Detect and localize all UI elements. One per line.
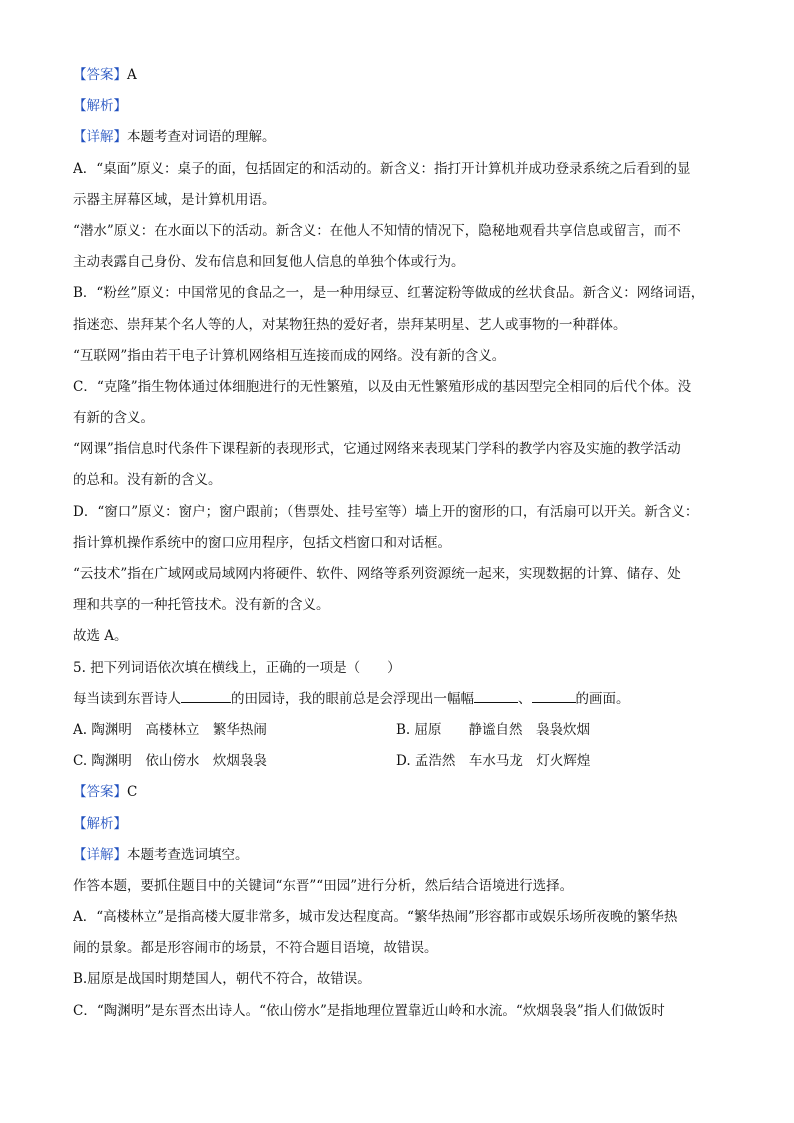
explanation-line: “云技术”指在广域网或局域网内将硬件、软件、网络等系列资源统一起来，实现数据的计算、储存、处 — [73, 566, 681, 582]
detail-tag: 【详解】 — [73, 129, 127, 146]
option-c: C. 陶渊明 依山傍水 炊烟袅袅 — [73, 753, 267, 770]
answer-value: C — [127, 784, 138, 801]
explanation-line: 理和共享的一种托管技术。没有新的含义。 — [73, 597, 330, 614]
explanation-line: C．“陶渊明”是东晋杰出诗人。“依山傍水”是指地理位置靠近山岭和水流。“炊烟袅袅”指人们做饭时 — [73, 1002, 665, 1019]
explanation-line: “潜水”原义：在水面以下的活动。新含义：在他人不知情的情况下，隐秘地观看共享信息或留言，而不 — [73, 222, 681, 239]
explanation-line: C．“克隆”指生物体通过体细胞进行的无性繁殖，以及由无性繁殖形成的基因型完全相同的后代个体。没 — [73, 378, 692, 395]
answer-tag: 【答案】 — [73, 67, 127, 83]
explanation-line: 作答本题，要抓住题目中的关键词“东晋”“田园”进行分析，然后结合语境进行选择。 — [73, 877, 574, 894]
answer-line — [73, 777, 742, 808]
analysis-tag: 【解析】 — [73, 815, 127, 832]
detail-tag: 【详解】 — [73, 846, 127, 863]
answer-tag: 【答案】 — [73, 784, 127, 801]
answer-value: A — [127, 67, 137, 83]
sentence-part: 每当读到东晋诗人 — [73, 690, 181, 707]
sentence-part: 的画面。 — [575, 690, 630, 707]
explanation-line: 有新的含义。 — [73, 410, 154, 427]
sentence-part: 、 — [518, 690, 532, 707]
options-row — [73, 715, 742, 746]
explanation-line: A．“高楼林立”是指高楼大厦非常多，城市发达程度高。“繁华热闹”形容都市或娱乐场所夜晚的繁华热 — [73, 909, 678, 926]
explanation-line: 指迷恋、崇拜某个名人等的人，对某物狂热的爱好者，崇拜某明星、艺人或事物的一种群体。 — [73, 316, 627, 333]
analysis-line — [73, 809, 742, 840]
fill-blank — [532, 686, 576, 703]
explanation-line: D．“窗口”原义：窗户；窗户跟前；（售票处、挂号室等）墙上开的窗形的口，有活扇可以开关。新含义： — [73, 503, 699, 520]
detail-intro: 本题考查选词填空。 — [127, 846, 249, 863]
question-sentence — [73, 684, 742, 715]
question-stem: 5. 把下列词语依次填在横线上，正确的一项是（ ） — [73, 659, 401, 676]
explanation-line: B．“粉丝”原义：中国常见的食品之一，是一种用绿豆、红薯淀粉等做成的丝状食品。新含义：网络词语， — [73, 285, 705, 302]
sentence-part: 的田园诗，我的眼前总是会浮现出一幅幅 — [231, 690, 474, 707]
explanation-line: 闹的景象。都是形容闹市的场景，不符合题目语境，故错误。 — [73, 940, 438, 957]
explanation-line: 指计算机操作系统中的窗口应用程序，包括文档窗口和对话框。 — [73, 534, 451, 551]
explanation-line: “互联网”指由若干电子计算机网络相互连接而成的网络。没有新的含义。 — [73, 347, 506, 364]
explanation-line: 的总和。没有新的含义。 — [73, 472, 222, 489]
fill-blank — [474, 686, 518, 703]
detail-line — [73, 840, 742, 871]
options-row — [73, 746, 742, 777]
detail-line — [73, 122, 742, 153]
fill-blank — [181, 686, 231, 703]
detail-intro: 本题考查对词语的理解。 — [127, 129, 276, 146]
analysis-tag: 【解析】 — [73, 98, 127, 115]
option-a: A. 陶渊明 高楼林立 繁华热闹 — [73, 721, 267, 738]
conclusion-line: 故选 A。 — [73, 628, 128, 645]
explanation-line: 示器主屏幕区域，是计算机用语。 — [73, 191, 276, 208]
analysis-line — [73, 91, 742, 122]
option-b: B. 屈原 静谧自然 袅袅炊烟 — [396, 721, 591, 738]
explanation-line: “网课”指信息时代条件下课程新的表现形式，它通过网络来表现某门学科的教学内容及实施的教学活动 — [73, 441, 681, 458]
answer-line — [73, 60, 742, 91]
explanation-line: B.屈原是战国时期楚国人，朝代不符合，故错误。 — [73, 971, 371, 988]
explanation-line: 主动表露自己身份、发布信息和回复他人信息的单独个体或行为。 — [73, 254, 465, 271]
option-d: D. 孟浩然 车水马龙 灯火辉煌 — [396, 753, 591, 770]
explanation-line: A．“桌面”原义：桌子的面，包括固定的和活动的。新含义：指打开计算机并成功登录系统之后看到的显 — [73, 160, 691, 177]
